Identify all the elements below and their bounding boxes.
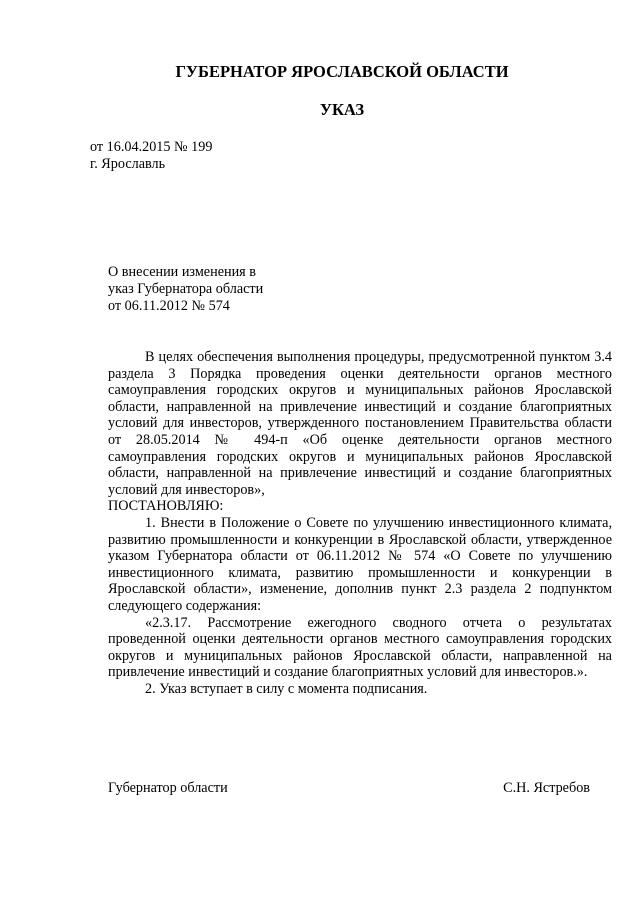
signatory-name: С.Н. Ястребов (503, 780, 590, 796)
document-body (108, 349, 612, 697)
signatory-position: Губернатор области (108, 780, 228, 796)
document-subject (108, 264, 263, 315)
item-1-paragraph: 1. Внести в Положение о Совете по улучшению инвестиционного климата, развитию промышленности и конкуренции в Ярославской области, утвержденное указом Губернатора области от 06.11.2012 № 574 «О Совете по улучшению инвестиционного климата, развитию промышленности и конкуренции в Ярославской области», изменение, дополнив пункт 2.3 раздела 2 подпунктом следующего содержания: (108, 514, 612, 614)
preamble-paragraph: В целях обеспечения выполнения процедуры, предусмотренной пунктом 3.4 раздела 3 Порядка проведения оценки деятельности органов местного самоуправления городских округов и муниципальных районов Ярославской области, направленной на привлечение инвестиций и создание благоприятных условий для инвесторов, утвержденного постановлением Правительства области от 28.05.2014 № 494-п «Об оценке деятельности органов местного самоуправления городских округов и муниципальных районов Ярославской области, направленной на привлечение инвестиций и создание благоприятных условий для инвесторов», (108, 349, 612, 498)
signature-block (108, 780, 590, 797)
subject-line-3: от 06.11.2012 № 574 (108, 298, 230, 314)
subject-line-2: указ Губернатора области (108, 281, 264, 297)
subject-line-1: О внесении изменения в (108, 264, 256, 280)
document-meta (90, 139, 212, 173)
document-type: УКАЗ (319, 100, 365, 119)
resolve-statement: ПОСТАНОВЛЯЮ: (108, 498, 224, 515)
item-1-quote-paragraph: «2.3.17. Рассмотрение ежегодного сводного отчета о результатах проведенной оценки деятельности органов местного самоуправления городских округов и муниципальных районов Ярославской области, направленной на привлечение инвестиций и создание благоприятных условий для инвесторов.». (108, 614, 612, 681)
date-number: от 16.04.2015 № 199 (90, 139, 213, 155)
issuing-authority: ГУБЕРНАТОР ЯРОСЛАВСКОЙ ОБЛАСТИ (175, 62, 509, 81)
city: г. Ярославль (90, 156, 166, 172)
item-2-paragraph: 2. Указ вступает в силу с момента подписания. (145, 680, 428, 697)
